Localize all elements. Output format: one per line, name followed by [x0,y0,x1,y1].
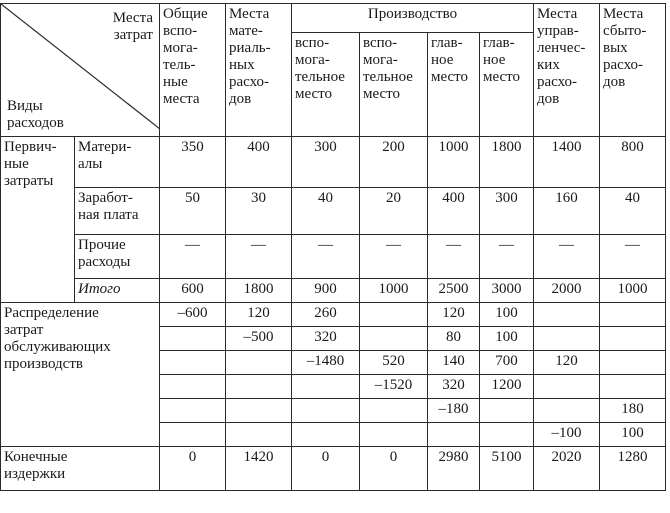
cell: — [534,235,600,279]
cell: 160 [534,188,600,235]
corner-expense-types-label: Виды расходов [7,98,64,131]
cell [600,303,666,327]
primary-costs-label: Первич- ные затраты [1,137,75,303]
cell: — [160,235,226,279]
cell [360,399,428,423]
cell: 700 [480,351,534,375]
cell: 1400 [534,137,600,188]
table-row [1,137,666,188]
col-header-common-aux: Общие вспо- мога- тель- ные места [160,4,226,137]
cell: 1000 [600,279,666,303]
table-row [1,447,666,491]
cell: 20 [360,188,428,235]
cell: — [292,235,360,279]
cell: — [480,235,534,279]
cell: 2000 [534,279,600,303]
cell: 0 [160,447,226,491]
cell: 2980 [428,447,480,491]
cell: 260 [292,303,360,327]
cell [480,399,534,423]
cell: 40 [292,188,360,235]
cell: 0 [292,447,360,491]
cell [226,351,292,375]
cell: 120 [226,303,292,327]
cost-allocation-table [0,3,666,491]
table-row [1,303,666,327]
cell: — [428,235,480,279]
col-header-main-place-2: глав- ное место [480,33,534,137]
table-row [1,235,666,279]
cell: 1800 [226,279,292,303]
cell: 600 [160,279,226,303]
cell: — [226,235,292,279]
cell: –100 [534,423,600,447]
cell: –1520 [360,375,428,399]
cell [360,327,428,351]
cell: 1280 [600,447,666,491]
cell: 400 [428,188,480,235]
table-row [1,279,666,303]
cell: 5100 [480,447,534,491]
cell [160,351,226,375]
table-row [1,188,666,235]
cell: — [360,235,428,279]
col-group-production: Производство [292,4,534,33]
cell: 2020 [534,447,600,491]
row-label-wages: Заработ- ная плата [75,188,160,235]
cell: 180 [600,399,666,423]
cell [534,375,600,399]
header-corner-cell [1,4,160,137]
cell: 1800 [480,137,534,188]
row-label-total: Итого [75,279,160,303]
cell: 800 [600,137,666,188]
corner-cost-places-label: Места затрат [112,10,153,43]
cell [160,423,226,447]
cell [292,423,360,447]
cell: 3000 [480,279,534,303]
cell [600,375,666,399]
cell: 100 [480,327,534,351]
cell: 50 [160,188,226,235]
cell [226,423,292,447]
cell: 350 [160,137,226,188]
col-header-aux-place-1: вспо- мога- тельное место [292,33,360,137]
cell [160,375,226,399]
col-header-sales: Места сбыто- вых расхо- дов [600,4,666,137]
distribution-label: Распределение затрат обслуживающих производств [1,303,160,447]
cell: –1480 [292,351,360,375]
cell: 120 [534,351,600,375]
cell [292,399,360,423]
cell: 320 [292,327,360,351]
cell: — [600,235,666,279]
cell: 40 [600,188,666,235]
cell: 100 [480,303,534,327]
cell: 200 [360,137,428,188]
cell: 2500 [428,279,480,303]
cell: 900 [292,279,360,303]
col-header-material: Места мате- риаль- ных расхо- дов [226,4,292,137]
cell: 140 [428,351,480,375]
cell: 320 [428,375,480,399]
cell: –600 [160,303,226,327]
cell: 1000 [360,279,428,303]
cell: –180 [428,399,480,423]
cell: 400 [226,137,292,188]
cell [600,351,666,375]
cell: 0 [360,447,428,491]
cell: 1000 [428,137,480,188]
cell: 120 [428,303,480,327]
cell [534,399,600,423]
cell: 100 [600,423,666,447]
cell [160,327,226,351]
cell [600,327,666,351]
cell [292,375,360,399]
cell: 300 [480,188,534,235]
cell [428,423,480,447]
cell: 30 [226,188,292,235]
col-header-management: Места управ- ленчес- ких расхо- дов [534,4,600,137]
cell [360,303,428,327]
col-header-aux-place-2: вспо- мога- тельное место [360,33,428,137]
cell: 300 [292,137,360,188]
cell [534,327,600,351]
cell: 1420 [226,447,292,491]
cell [226,375,292,399]
cell [480,423,534,447]
cell: –500 [226,327,292,351]
cell [226,399,292,423]
cell: 80 [428,327,480,351]
row-label-other: Прочие расходы [75,235,160,279]
cell: 520 [360,351,428,375]
col-header-main-place-1: глав- ное место [428,33,480,137]
cell: 1200 [480,375,534,399]
cell [534,303,600,327]
cell [360,423,428,447]
cell [160,399,226,423]
final-costs-label: Конечные издержки [1,447,160,491]
row-label-materials: Матери- алы [75,137,160,188]
